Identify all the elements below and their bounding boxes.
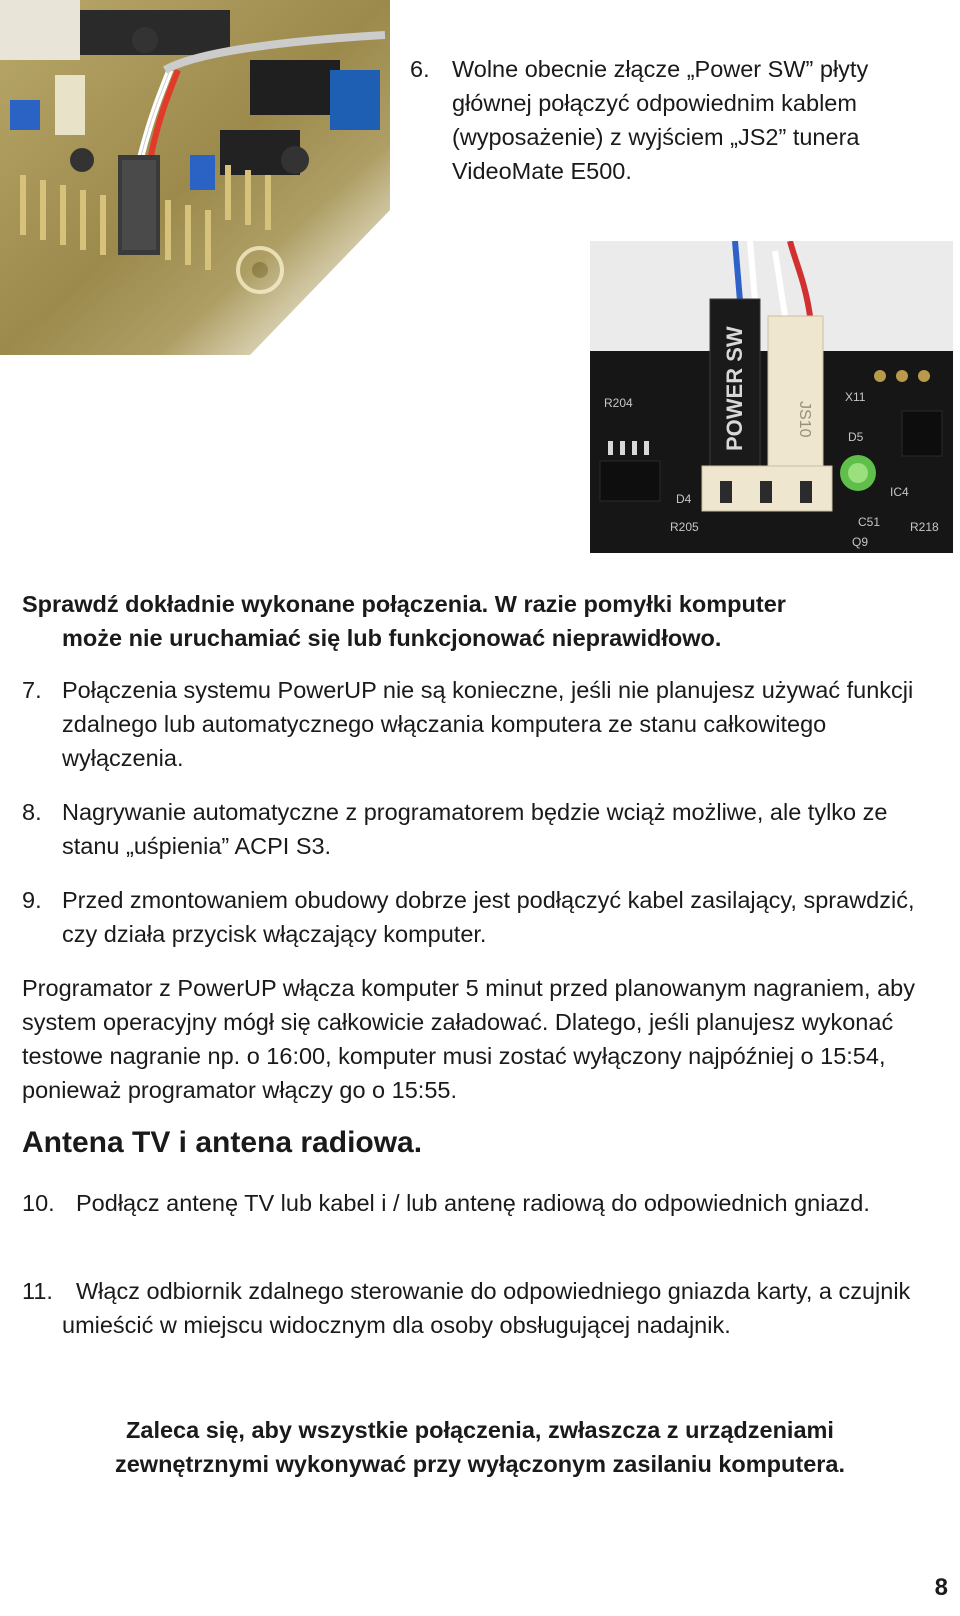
label-ic4: IC4 [890, 485, 909, 499]
note-line-2: zewnętrznymi wykonywać przy wyłączonym zasilaniu komputera. [114, 1451, 846, 1477]
warning-line-1: Sprawdź dokładnie wykonane połączenia. W razie pomyłki komputer [22, 591, 786, 617]
label-c51: C51 [858, 515, 881, 529]
step-8 [22, 795, 947, 863]
step-number: 10. [22, 1190, 55, 1216]
label-d5: D5 [848, 430, 864, 444]
note-line-1: Zaleca się, aby wszystkie połączenia, zwłaszcza z urządzeniami [126, 1417, 834, 1443]
connector-side-label: JS10 [796, 401, 813, 438]
step-10 [22, 1186, 947, 1220]
step-11 [22, 1274, 947, 1342]
label-d4: D4 [676, 492, 692, 506]
label-x11: X11 [845, 390, 866, 404]
motherboard-photo [0, 0, 390, 355]
connector-main-label: POWER SW [722, 326, 747, 451]
step-7 [22, 673, 947, 775]
recommendation-note [0, 1413, 960, 1481]
warning-text [22, 587, 922, 655]
step-text: Przed zmontowaniem obudowy dobrze jest podłączyć kabel zasilający, sprawdzić, czy działa przycisk włączający komputer. [62, 887, 915, 947]
label-q9: Q9 [852, 535, 869, 549]
step-9 [22, 883, 947, 951]
programator-paragraph: Programator z PowerUP włącza komputer 5 minut przed planowanym nagraniem, aby system operacyjny mógł się całkowicie załadować. Dlatego, jeśli planujesz wykonać testowe nagranie np. o 16:00, komputer musi zostać wyłączony najpóźniej o 15:54, ponieważ programator włączy go o 15:55. [22, 975, 915, 1103]
step-text: Wolne obecnie złącze „Power SW” płyty głównej połączyć odpowiednim kablem (wyposażenie) z wyjściem „JS2” tunera VideoMate E500. [452, 56, 869, 184]
step-number: 7. [22, 677, 42, 703]
step-number: 6. [410, 56, 430, 82]
power-sw-connector-photo [590, 241, 953, 553]
step-text: Włącz odbiornik zdalnego sterowanie do odpowiedniego gniazda karty, a czujnik umieścić w miejscu widocznym dla osoby obsługującej nadajnik. [62, 1278, 911, 1338]
label-r205: R205 [670, 520, 699, 534]
section-heading: Antena TV i antena radiowa. [22, 1126, 423, 1159]
step-text: Połączenia systemu PowerUP nie są konieczne, jeśli nie planujesz używać funkcji zdalnego lub automatycznego włączania komputera ze stanu całkowitego wyłączenia. [62, 677, 914, 771]
warning-line-2: może nie uruchamiać się lub funkcjonować nieprawidłowo. [62, 625, 722, 651]
page-number: 8 [934, 1574, 948, 1601]
step-number: 11. [22, 1278, 53, 1304]
step-number: 8. [22, 799, 42, 825]
label-r204: R204 [604, 396, 633, 410]
step-text: Nagrywanie automatyczne z programatorem będzie wciąż możliwe, ale tylko ze stanu „uśpienia” ACPI S3. [62, 799, 888, 859]
step-number: 9. [22, 887, 42, 913]
step-6 [410, 52, 950, 188]
step-text: Podłącz antenę TV lub kabel i / lub antenę radiową do odpowiednich gniazd. [76, 1190, 870, 1216]
label-r218: R218 [910, 520, 939, 534]
